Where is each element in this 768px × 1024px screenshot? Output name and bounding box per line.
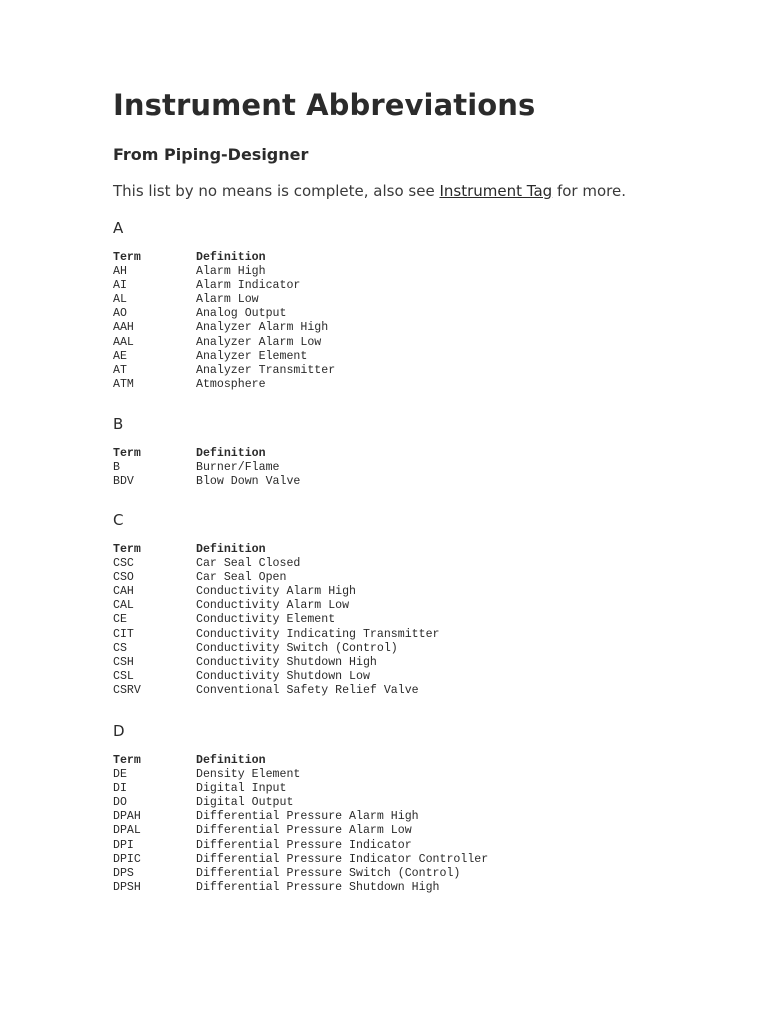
definition-cell: Conductivity Alarm High: [196, 585, 357, 599]
abbreviation-table: [113, 543, 440, 698]
definition-header: Definition: [196, 754, 266, 767]
term-cell: AO: [113, 307, 127, 321]
table-row: [113, 364, 335, 378]
term-cell: ATM: [113, 377, 134, 391]
definition-cell: Analyzer Element: [196, 349, 308, 363]
table-header-row: [113, 754, 488, 768]
definition-cell: Differential Pressure Indicator Controller: [196, 852, 489, 866]
term-cell: AT: [113, 363, 127, 377]
term-cell: DI: [113, 782, 127, 796]
term-cell: B: [113, 461, 120, 475]
table-row: [113, 867, 488, 881]
term-cell: AAH: [113, 321, 134, 335]
term-cell: AH: [113, 265, 127, 279]
table-row: [113, 782, 488, 796]
term-cell: CSH: [113, 655, 134, 669]
definition-header: Definition: [196, 543, 266, 556]
definition-cell: Analog Output: [196, 307, 287, 321]
definition-cell: Car Seal Closed: [196, 557, 301, 571]
table-row: [113, 853, 488, 867]
intro-text-after: for more.: [552, 182, 626, 200]
definition-cell: Analyzer Alarm High: [196, 321, 329, 335]
table-row: [113, 378, 335, 392]
term-header: Term: [113, 251, 141, 264]
table-row: [113, 796, 488, 810]
page-subtitle: From Piping-Designer: [113, 145, 309, 164]
table-row: [113, 571, 440, 585]
definition-cell: Differential Pressure Alarm Low: [196, 824, 412, 838]
definition-header: Definition: [196, 447, 266, 460]
section-c: [113, 510, 713, 698]
definition-cell: Differential Pressure Switch (Control): [196, 866, 461, 880]
table-row: [113, 599, 440, 613]
table-row: [113, 307, 335, 321]
table-row: [113, 557, 440, 571]
intro-text: [113, 182, 626, 200]
term-cell: DPIC: [113, 852, 141, 866]
intro-text-before: This list by no means is complete, also see: [113, 182, 440, 200]
definition-cell: Differential Pressure Alarm High: [196, 810, 419, 824]
abbreviation-table: [113, 754, 488, 895]
term-cell: CE: [113, 613, 127, 627]
table-row: [113, 881, 488, 895]
table-row: [113, 824, 488, 838]
definition-cell: Conductivity Indicating Transmitter: [196, 627, 440, 641]
term-cell: AAL: [113, 335, 134, 349]
section-letter: B: [113, 415, 124, 433]
table-row: [113, 839, 488, 853]
term-cell: CS: [113, 641, 127, 655]
term-cell: AE: [113, 349, 127, 363]
table-row: [113, 461, 300, 475]
table-row: [113, 475, 300, 489]
definition-cell: Blow Down Valve: [196, 475, 301, 489]
definition-cell: Alarm Indicator: [196, 279, 301, 293]
table-row: [113, 656, 440, 670]
term-cell: CSO: [113, 571, 134, 585]
definition-cell: Density Element: [196, 768, 301, 782]
definition-cell: Conductivity Shutdown Low: [196, 669, 370, 683]
table-row: [113, 293, 335, 307]
term-cell: CIT: [113, 627, 134, 641]
definition-cell: Conventional Safety Relief Valve: [196, 683, 419, 697]
table-header-row: [113, 543, 440, 557]
definition-cell: Atmosphere: [196, 377, 266, 391]
term-cell: DPI: [113, 838, 134, 852]
term-header: Term: [113, 754, 141, 767]
term-header: Term: [113, 543, 141, 556]
section-letter: A: [113, 219, 124, 237]
definition-cell: Analyzer Transmitter: [196, 363, 336, 377]
table-header-row: [113, 447, 300, 461]
page-title: Instrument Abbreviations: [113, 88, 536, 122]
term-cell: AL: [113, 293, 127, 307]
term-cell: DO: [113, 796, 127, 810]
definition-cell: Digital Output: [196, 796, 294, 810]
table-row: [113, 670, 440, 684]
table-row: [113, 350, 335, 364]
term-cell: CSC: [113, 557, 134, 571]
definition-cell: Conductivity Switch (Control): [196, 641, 398, 655]
term-cell: BDV: [113, 475, 134, 489]
section-letter: D: [113, 722, 125, 740]
definition-cell: Burner/Flame: [196, 461, 280, 475]
table-row: [113, 810, 488, 824]
definition-cell: Digital Input: [196, 782, 287, 796]
term-cell: CSL: [113, 669, 134, 683]
section-d: [113, 721, 713, 895]
definition-cell: Conductivity Alarm Low: [196, 599, 350, 613]
table-row: [113, 684, 440, 698]
definition-cell: Conductivity Shutdown High: [196, 655, 377, 669]
definition-cell: Differential Pressure Shutdown High: [196, 880, 440, 894]
section-b: [113, 414, 713, 489]
table-row: [113, 642, 440, 656]
term-cell: DE: [113, 768, 127, 782]
definition-cell: Alarm High: [196, 265, 266, 279]
definition-cell: Alarm Low: [196, 293, 259, 307]
definition-cell: Conductivity Element: [196, 613, 336, 627]
term-header: Term: [113, 447, 141, 460]
table-row: [113, 613, 440, 627]
term-cell: CSRV: [113, 683, 141, 697]
section-a: [113, 218, 713, 392]
table-header-row: [113, 251, 335, 265]
term-cell: DPSH: [113, 880, 141, 894]
abbreviation-table: [113, 251, 335, 392]
section-letter: C: [113, 511, 124, 529]
term-cell: DPAH: [113, 810, 141, 824]
definition-header: Definition: [196, 251, 266, 264]
term-cell: CAH: [113, 585, 134, 599]
term-cell: DPS: [113, 866, 134, 880]
table-row: [113, 768, 488, 782]
abbreviation-table: [113, 447, 300, 489]
definition-cell: Differential Pressure Indicator: [196, 838, 412, 852]
table-row: [113, 585, 440, 599]
term-cell: CAL: [113, 599, 134, 613]
instrument-tag-link[interactable]: Instrument Tag: [439, 182, 553, 200]
table-row: [113, 628, 440, 642]
definition-cell: Analyzer Alarm Low: [196, 335, 322, 349]
table-row: [113, 279, 335, 293]
table-row: [113, 321, 335, 335]
table-row: [113, 336, 335, 350]
table-row: [113, 265, 335, 279]
definition-cell: Car Seal Open: [196, 571, 287, 585]
term-cell: DPAL: [113, 824, 141, 838]
term-cell: AI: [113, 279, 127, 293]
